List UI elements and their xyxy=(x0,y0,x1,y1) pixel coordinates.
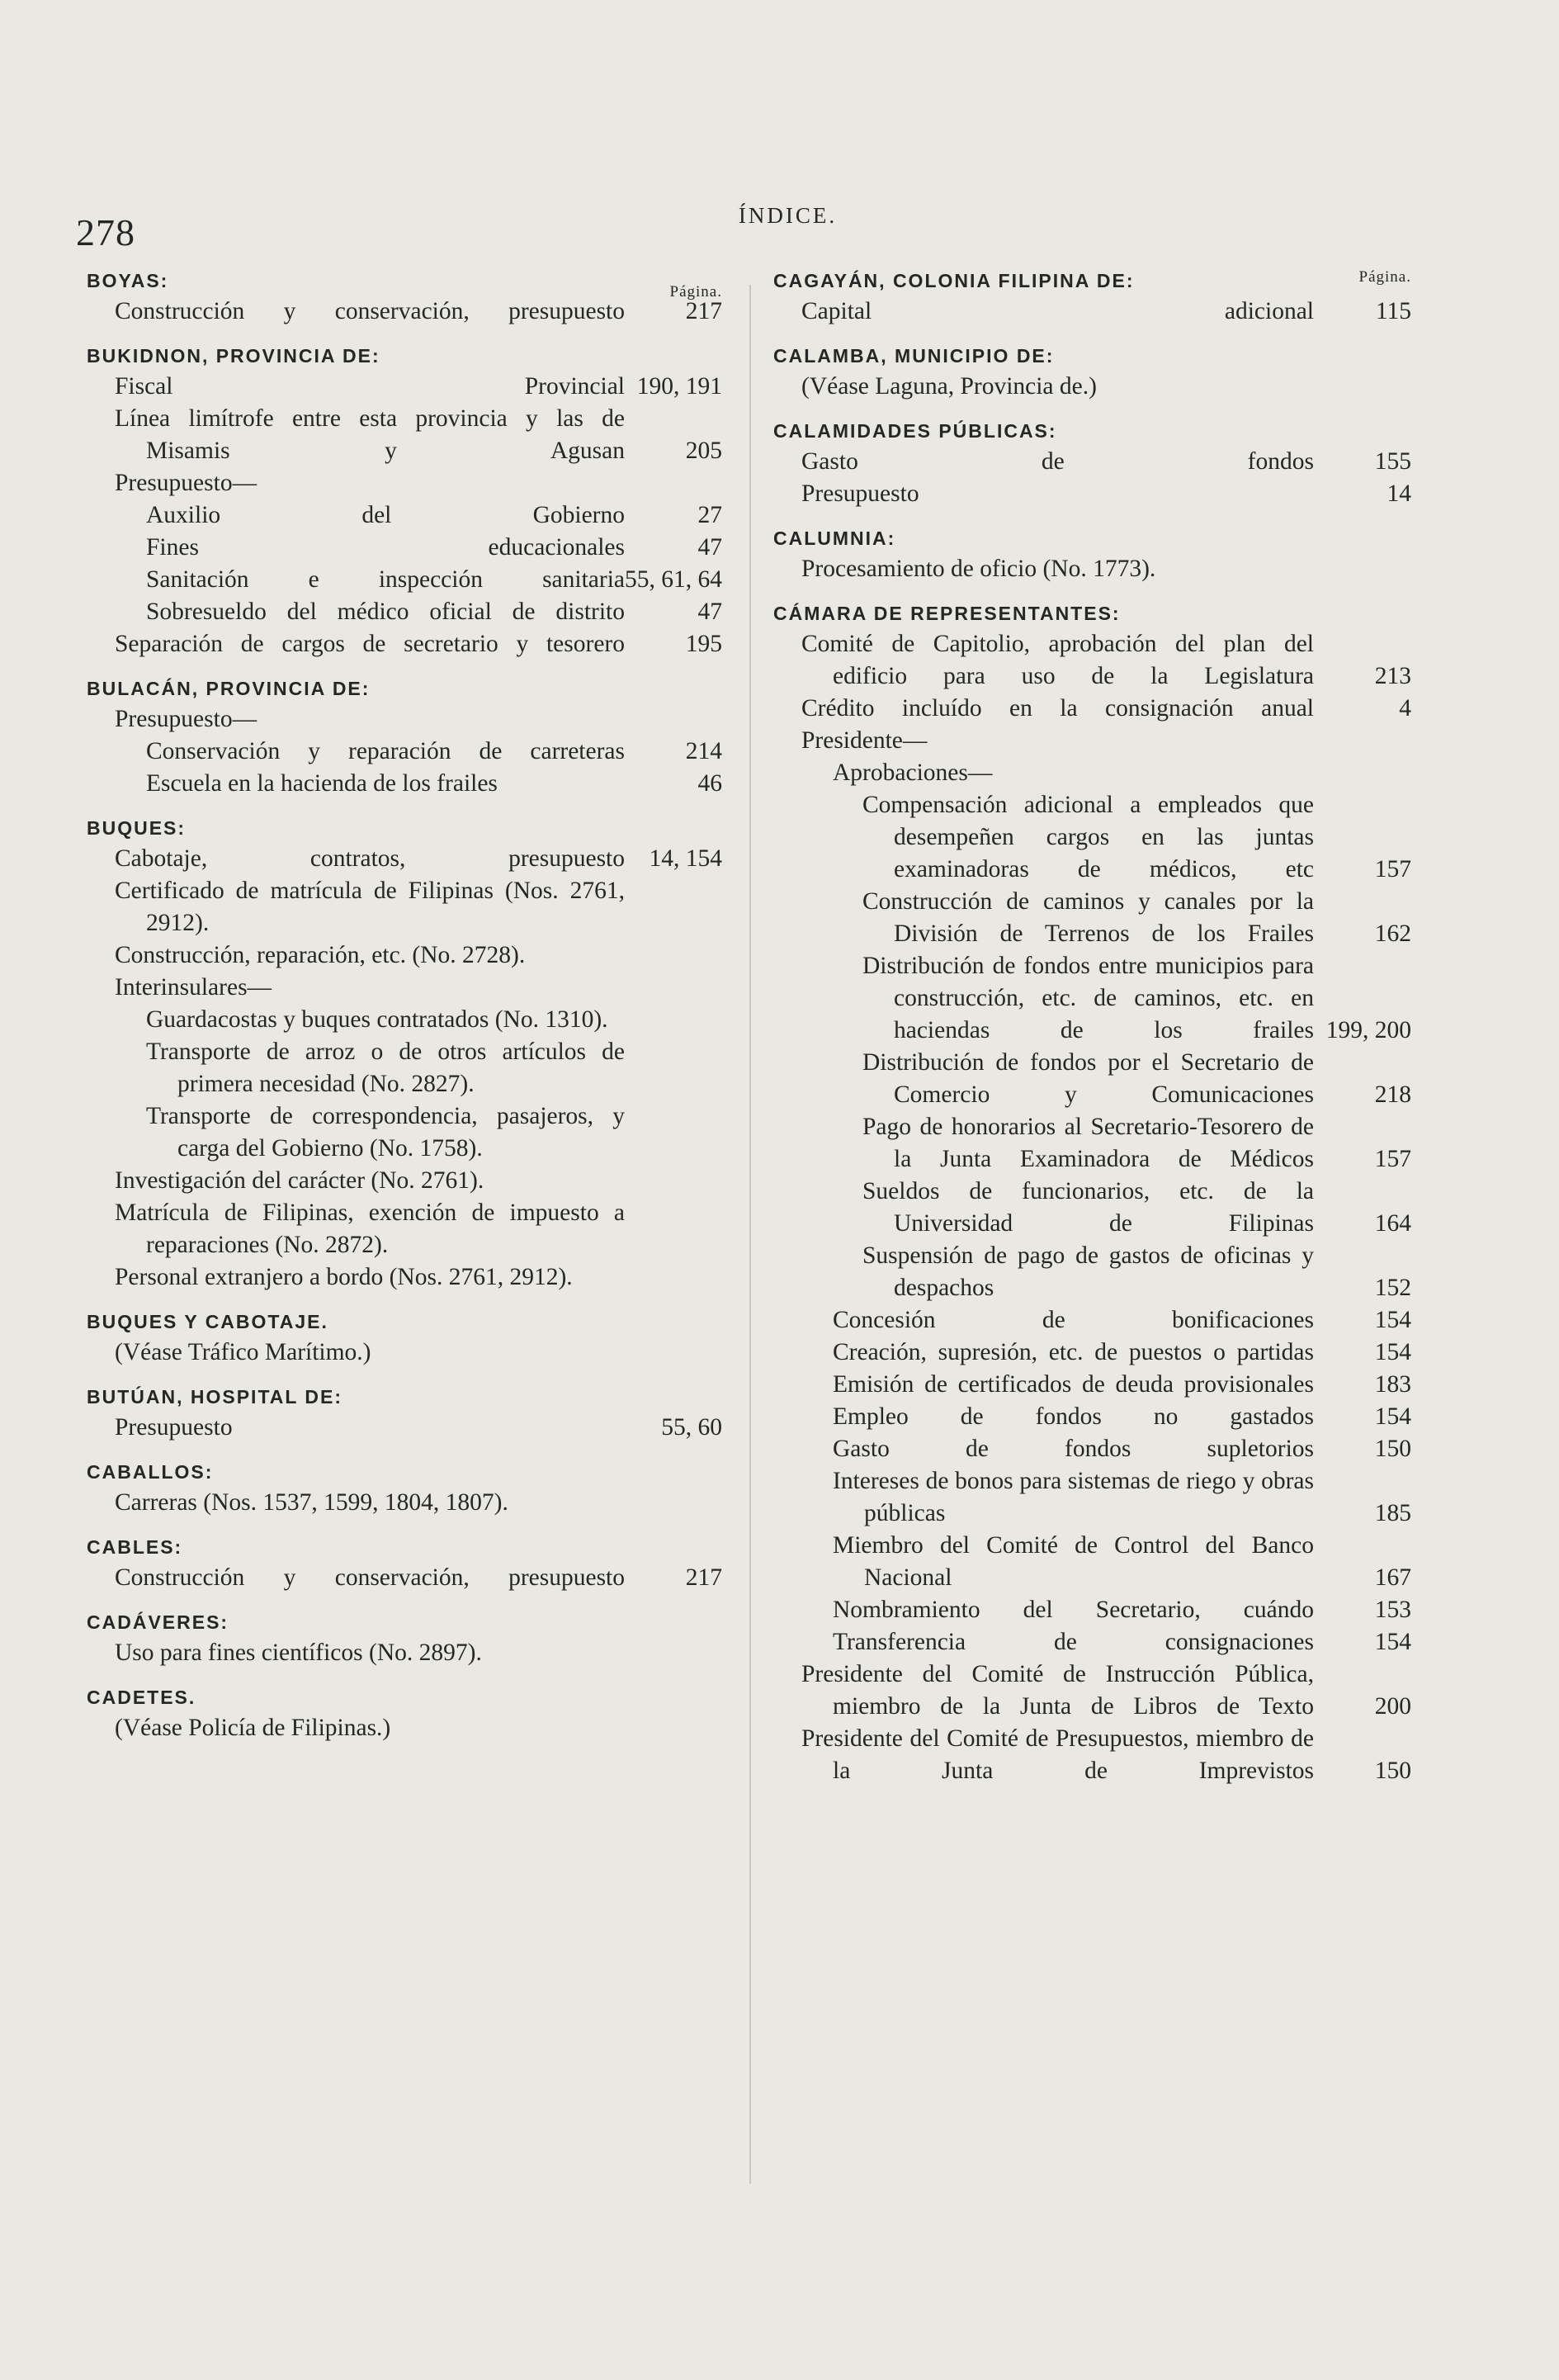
index-entry xyxy=(115,703,722,736)
page-reference: 152 xyxy=(1374,1275,1411,1301)
entry-text: Miembro del Comité de Control del Banco Nacional xyxy=(833,1530,1314,1594)
index-heading: CÁMARA DE REPRESENTANTES: xyxy=(773,603,1121,624)
index-entry xyxy=(833,1401,1411,1433)
page-reference: 195 xyxy=(685,631,722,657)
page-number: 278 xyxy=(76,211,135,253)
entry-text: Empleo de fondos no gastados xyxy=(833,1401,1314,1433)
entry-text: Fines educacionales xyxy=(146,532,625,564)
index-heading: CABALLOS: xyxy=(87,1461,214,1483)
index-entry xyxy=(115,628,722,660)
pagina-label: Página. xyxy=(669,283,722,300)
index-entry xyxy=(801,628,1411,693)
index-entry xyxy=(801,296,1411,328)
entry-text: Construcción de caminos y canales por la División de Terrenos de los Frailes xyxy=(862,886,1314,950)
entry-text: Concesión de bonificaciones xyxy=(833,1304,1314,1337)
page-reference: 14, 154 xyxy=(649,845,722,872)
page-reference: 154 xyxy=(1374,1339,1411,1365)
index-entry xyxy=(115,296,722,328)
index-entry xyxy=(833,1530,1411,1594)
page-reference: 47 xyxy=(697,599,722,625)
index-entry xyxy=(862,1047,1411,1111)
page-reference: 14 xyxy=(1387,480,1411,507)
see-reference: (Véase Laguna, Provincia de.) xyxy=(801,373,1097,400)
page-reference: 185 xyxy=(1374,1500,1411,1526)
index-heading: CALAMBA, MUNICIPIO DE: xyxy=(773,345,1055,367)
page-reference: 55, 61, 64 xyxy=(625,566,722,593)
page-reference: 157 xyxy=(1374,1146,1411,1172)
index-entry xyxy=(115,371,722,403)
see-reference: (Véase Tráfico Marítimo.) xyxy=(115,1339,371,1365)
entry-text: Capital adicional xyxy=(801,296,1314,328)
entry-text: Conservación y reparación de carreteras xyxy=(146,736,625,768)
index-entry xyxy=(115,1487,722,1519)
index-entry xyxy=(801,446,1411,478)
left-column xyxy=(87,266,722,1744)
entry-text: Compensación adicional a empleados que desempeñen cargos en las juntas examinadoras de médicos, etc xyxy=(862,789,1314,886)
running-title: ÍNDICE. xyxy=(738,203,838,228)
page-reference: 155 xyxy=(1374,448,1411,475)
index-entry xyxy=(115,403,722,467)
entry-text: Distribución de fondos entre municipios para construcción, etc. de caminos, etc. en haciendas de los frailes xyxy=(862,950,1314,1047)
page-reference: 157 xyxy=(1374,856,1411,882)
index-entry xyxy=(146,499,722,532)
entry-text: Presupuesto— xyxy=(115,706,257,732)
index-heading: CADETES. xyxy=(87,1687,196,1708)
index-entry xyxy=(801,478,1411,510)
page-reference: 46 xyxy=(697,770,722,797)
entry-text: Emisión de certificados de deuda provisionales xyxy=(833,1369,1314,1401)
page-reference: 154 xyxy=(1374,1403,1411,1430)
entry-text: Comité de Capitolio, aprobación del plan del edificio para uso de la Legislatura xyxy=(801,628,1314,693)
index-entry xyxy=(115,1412,722,1444)
entry-text: Guardacostas y buques contratados (No. 1310). xyxy=(146,1006,608,1033)
entry-text: Nombramiento del Secretario, cuándo xyxy=(833,1594,1314,1626)
entry-text: Uso para fines científicos (No. 2897). xyxy=(115,1640,482,1666)
pagina-label: Página. xyxy=(1358,268,1411,286)
entry-text: Separación de cargos de secretario y tesorero xyxy=(115,628,625,660)
index-entry xyxy=(833,1626,1411,1658)
index-entry xyxy=(862,950,1411,1047)
index-entry xyxy=(862,1176,1411,1240)
page-reference: 150 xyxy=(1374,1436,1411,1462)
page-reference: 217 xyxy=(685,298,722,324)
page-reference: 150 xyxy=(1374,1758,1411,1784)
page-reference: 27 xyxy=(697,502,722,528)
index-entry xyxy=(115,875,722,939)
index-heading: CAGAYÁN, COLONIA FILIPINA DE: xyxy=(773,270,1135,291)
entry-text: Investigación del carácter (No. 2761). xyxy=(115,1167,484,1194)
entry-text: Procesamiento de oficio (No. 1773). xyxy=(801,556,1156,582)
index-entry xyxy=(146,564,722,596)
page-reference: 4 xyxy=(1399,695,1411,722)
entry-text: Pago de honorarios al Secretario-Tesorero de la Junta Examinadora de Médicos xyxy=(862,1111,1314,1176)
page-reference: 199, 200 xyxy=(1325,1017,1411,1043)
index-entry xyxy=(862,1240,1411,1304)
index-heading: BOYAS: xyxy=(87,270,169,291)
entry-text: Escuela en la hacienda de los frailes xyxy=(146,770,498,797)
entry-text: Certificado de matrícula de Filipinas (Nos. 2761, 2912). xyxy=(115,878,625,936)
entry-text: Transferencia de consignaciones xyxy=(833,1626,1314,1658)
entry-text: Presupuesto xyxy=(801,478,1314,510)
index-entry xyxy=(115,1197,722,1261)
entry-text: Sobresueldo del médico oficial de distrito xyxy=(146,596,625,628)
index-entry xyxy=(146,596,722,628)
index-heading: BUTÚAN, HOSPITAL DE: xyxy=(87,1386,343,1408)
entry-text: Línea limítrofe entre esta provincia y las de Misamis y Agusan xyxy=(115,403,625,467)
page-reference: 154 xyxy=(1374,1307,1411,1333)
index-entry xyxy=(801,1658,1411,1723)
page-reference: 214 xyxy=(685,738,722,764)
index-heading: CADÁVERES: xyxy=(87,1611,229,1633)
index-entry xyxy=(115,939,722,972)
page-reference: 47 xyxy=(697,534,722,561)
right-column xyxy=(773,266,1411,1787)
index-heading: BUKIDNON, PROVINCIA DE: xyxy=(87,345,380,367)
index-entry xyxy=(146,532,722,564)
page-reference: 217 xyxy=(685,1564,722,1591)
index-entry xyxy=(862,789,1411,886)
entry-text: Construcción, reparación, etc. (No. 2728). xyxy=(115,942,526,968)
entry-text: Sanitación e inspección sanitaria xyxy=(146,564,625,596)
entry-text: Presidente del Comité de Presupuestos, miembro de la Junta de Imprevistos xyxy=(801,1723,1314,1787)
index-heading: BULACÁN, PROVINCIA DE: xyxy=(87,678,371,699)
index-heading: BUQUES Y CABOTAJE. xyxy=(87,1311,328,1332)
page-reference: 218 xyxy=(1374,1081,1411,1108)
index-entry xyxy=(801,693,1411,725)
index-heading: BUQUES: xyxy=(87,817,187,839)
column-divider xyxy=(749,285,751,2184)
page-reference: 164 xyxy=(1374,1210,1411,1237)
entry-text: Interinsulares— xyxy=(115,974,272,1001)
entry-text: Aprobaciones— xyxy=(833,759,993,786)
index-entry xyxy=(833,757,1411,789)
index-entry xyxy=(115,1637,722,1669)
page-reference: 200 xyxy=(1374,1693,1411,1720)
index-entry xyxy=(833,1465,1411,1530)
index-entry xyxy=(833,1594,1411,1626)
entry-text: Transporte de arroz o de otros artículos de primera necesidad (No. 2827). xyxy=(146,1039,625,1097)
index-entry xyxy=(146,1004,722,1036)
page-reference: 115 xyxy=(1375,298,1411,324)
index-entry xyxy=(115,467,722,499)
index-entry xyxy=(862,1111,1411,1176)
entry-text: Suspensión de pago de gastos de oficinas y despachos xyxy=(862,1240,1314,1304)
index-entry xyxy=(146,1036,722,1100)
page-reference: 154 xyxy=(1374,1629,1411,1655)
page-reference: 190, 191 xyxy=(636,373,722,400)
entry-text: Cabotaje, contratos, presupuesto xyxy=(115,843,625,875)
index-entry xyxy=(115,1261,722,1294)
entry-text: Auxilio del Gobierno xyxy=(146,499,625,532)
entry-text: Matrícula de Filipinas, exención de impuesto a reparaciones (No. 2872). xyxy=(115,1199,625,1258)
index-entry xyxy=(146,1100,722,1165)
entry-text: Construcción y conservación, presupuesto xyxy=(115,1562,625,1594)
entry-text: Presupuesto— xyxy=(115,470,257,496)
page-reference: 183 xyxy=(1374,1371,1411,1398)
entry-text: Gasto de fondos supletorios xyxy=(833,1433,1314,1465)
index-entry xyxy=(833,1304,1411,1337)
entry-text: Presupuesto xyxy=(115,1412,625,1444)
index-entry xyxy=(115,843,722,875)
see-reference: (Véase Policía de Filipinas.) xyxy=(115,1715,391,1741)
entry-text: Personal extranjero a bordo (Nos. 2761, 2912). xyxy=(115,1264,573,1290)
index-entry xyxy=(833,1337,1411,1369)
index-entry xyxy=(801,1723,1411,1787)
entry-text: Presidente del Comité de Instrucción Pública, miembro de la Junta de Libros de Texto xyxy=(801,1658,1314,1723)
index-heading: CALAMIDADES PÚBLICAS: xyxy=(773,420,1057,442)
entry-text: Sueldos de funcionarios, etc. de la Universidad de Filipinas xyxy=(862,1176,1314,1240)
index-entry xyxy=(862,886,1411,950)
index-entry xyxy=(115,1562,722,1594)
page-reference: 213 xyxy=(1374,663,1411,689)
index-entry xyxy=(146,736,722,768)
entry-text: Gasto de fondos xyxy=(801,446,1314,478)
index-heading: CALUMNIA: xyxy=(773,528,896,549)
index-entry xyxy=(801,725,1411,757)
page-reference: 205 xyxy=(685,438,722,464)
entry-text: Distribución de fondos por el Secretario de Comercio y Comunicaciones xyxy=(862,1047,1314,1111)
index-entry xyxy=(146,768,722,800)
page-reference: 167 xyxy=(1374,1564,1411,1591)
page-reference: 153 xyxy=(1374,1597,1411,1623)
index-entry xyxy=(115,1165,722,1197)
entry-text: Presidente— xyxy=(801,727,928,754)
entry-text: Creación, supresión, etc. de puestos o partidas xyxy=(833,1337,1314,1369)
page-reference: 162 xyxy=(1374,920,1411,947)
index-heading: CABLES: xyxy=(87,1536,183,1558)
entry-text: Intereses de bonos para sistemas de riego y obras públicas xyxy=(833,1465,1314,1530)
index-entry xyxy=(833,1369,1411,1401)
entry-text: Carreras (Nos. 1537, 1599, 1804, 1807). xyxy=(115,1489,508,1516)
entry-text: Construcción y conservación, presupuesto xyxy=(115,296,625,328)
page-reference: 55, 60 xyxy=(661,1414,722,1441)
index-entry xyxy=(115,972,722,1004)
entry-text: Transporte de correspondencia, pasajeros, y carga del Gobierno (No. 1758). xyxy=(146,1103,625,1162)
entry-text: Crédito incluído en la consignación anual xyxy=(801,693,1314,725)
index-entry xyxy=(833,1433,1411,1465)
entry-text: Fiscal Provincial xyxy=(115,371,625,403)
index-entry xyxy=(801,553,1411,585)
